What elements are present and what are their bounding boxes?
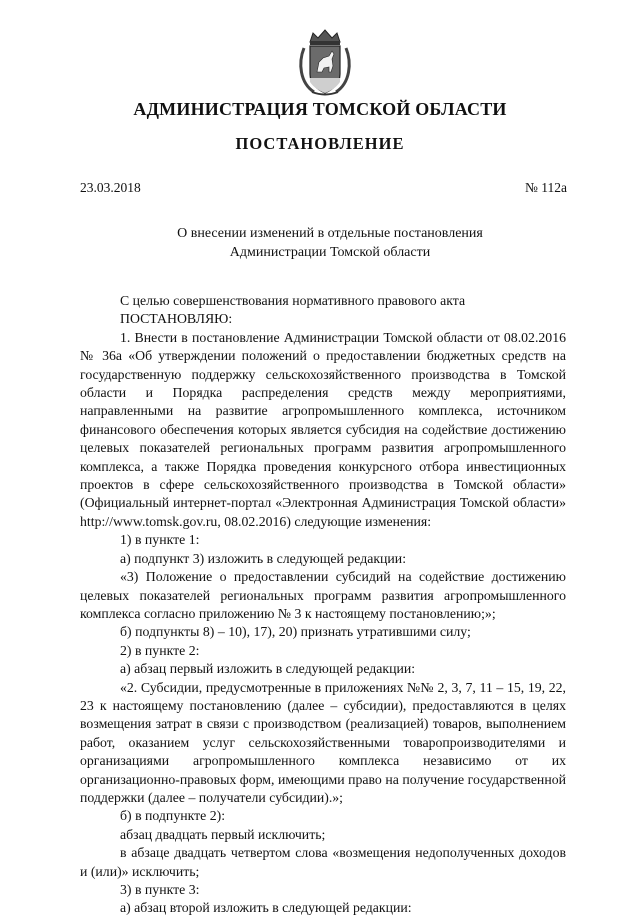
subject-line-1: О внесении изменений в отдельные постановления bbox=[177, 226, 483, 241]
paragraph-7: а) абзац первый изложить в следующей редакции: bbox=[120, 661, 416, 677]
document-type: ПОСТАНОВЛЕНИЕ bbox=[235, 134, 405, 153]
paragraph-3: а) подпункт 3) изложить в следующей редакции: bbox=[120, 550, 407, 566]
paragraph-6: 2) в пункте 2: bbox=[120, 642, 200, 658]
paragraph-11: в абзаце двадцать четвертом слова «возмещения недополученных доходов и (или)» исключить; bbox=[80, 845, 566, 879]
subject-line-2: Администрации Томской области bbox=[229, 244, 431, 260]
paragraph-1: 1. Внести в постановление Администрации Томской области от 08.02.2016 № 36а «Об утверждении положений о предоставлении бюджетных средств на государственную поддержку сельскохозяйственного производства в Томской области и Порядка распределения средств между мероприятиями, направленными на развитие агропромышленного комплекса, источником финансового обеспечения которых является субсидия на содействие достижению целевых показателей региональных программ развития агропромышленного комплекса, а также Порядка проведения конкурсного отбора инвестиционных проектов в сфере сельскохозяйственного производства в Томской области» (Официальный интернет-портал «Электронная Администрация Томской области» http://www.tomsk.gov.ru, 08.02.2016) следующие изменения: bbox=[80, 329, 566, 529]
tomsk-region-coat-of-arms-icon bbox=[296, 28, 354, 98]
document-number: № 112а bbox=[525, 180, 567, 195]
paragraph-9: б) в подпункте 2): bbox=[120, 808, 226, 824]
paragraph-8: «2. Субсидии, предусмотренные в приложениях №№ 2, 3, 7, 11 – 15, 19, 22, 23 к настоящему постановлению (далее – субсидии), предоставляются в целях возмещения затрат в связи с производством (реализацией) товаров, выполнением работ, оказанием услуг сельскохозяйственными товаропроизводителями и организациями агропромышленного комплекса независимо от их организационно-правовых форм, имеющими право на получение государственной поддержки (далее – получатели субсидии).»; bbox=[80, 679, 566, 805]
paragraph-2: 1) в пункте 1: bbox=[120, 532, 200, 548]
paragraph-4: «3) Положение о предоставлении субсидий на содействие достижению целевых показателей региональных программ развития агропромышленного комплекса согласно приложению № 3 к настоящему постановлению;»; bbox=[80, 569, 566, 621]
preamble: С целью совершенствования нормативного правового акта bbox=[120, 293, 466, 308]
paragraph-12: 3) в пункте 3: bbox=[120, 882, 200, 897]
organization-title: АДМИНИСТРАЦИЯ ТОМСКОЙ ОБЛАСТИ bbox=[133, 99, 507, 119]
paragraph-10: абзац двадцать первый исключить; bbox=[120, 826, 326, 842]
paragraph-5: б) подпункты 8) – 10), 17), 20) признать утратившими силу; bbox=[120, 624, 471, 640]
document-body bbox=[80, 292, 566, 918]
document-subject bbox=[160, 225, 500, 262]
resolve-heading: ПОСТАНОВЛЯЮ: bbox=[120, 311, 233, 327]
paragraph-13: а) абзац второй изложить в следующей редакции: bbox=[120, 900, 412, 916]
document-date: 23.03.2018 bbox=[80, 180, 141, 195]
